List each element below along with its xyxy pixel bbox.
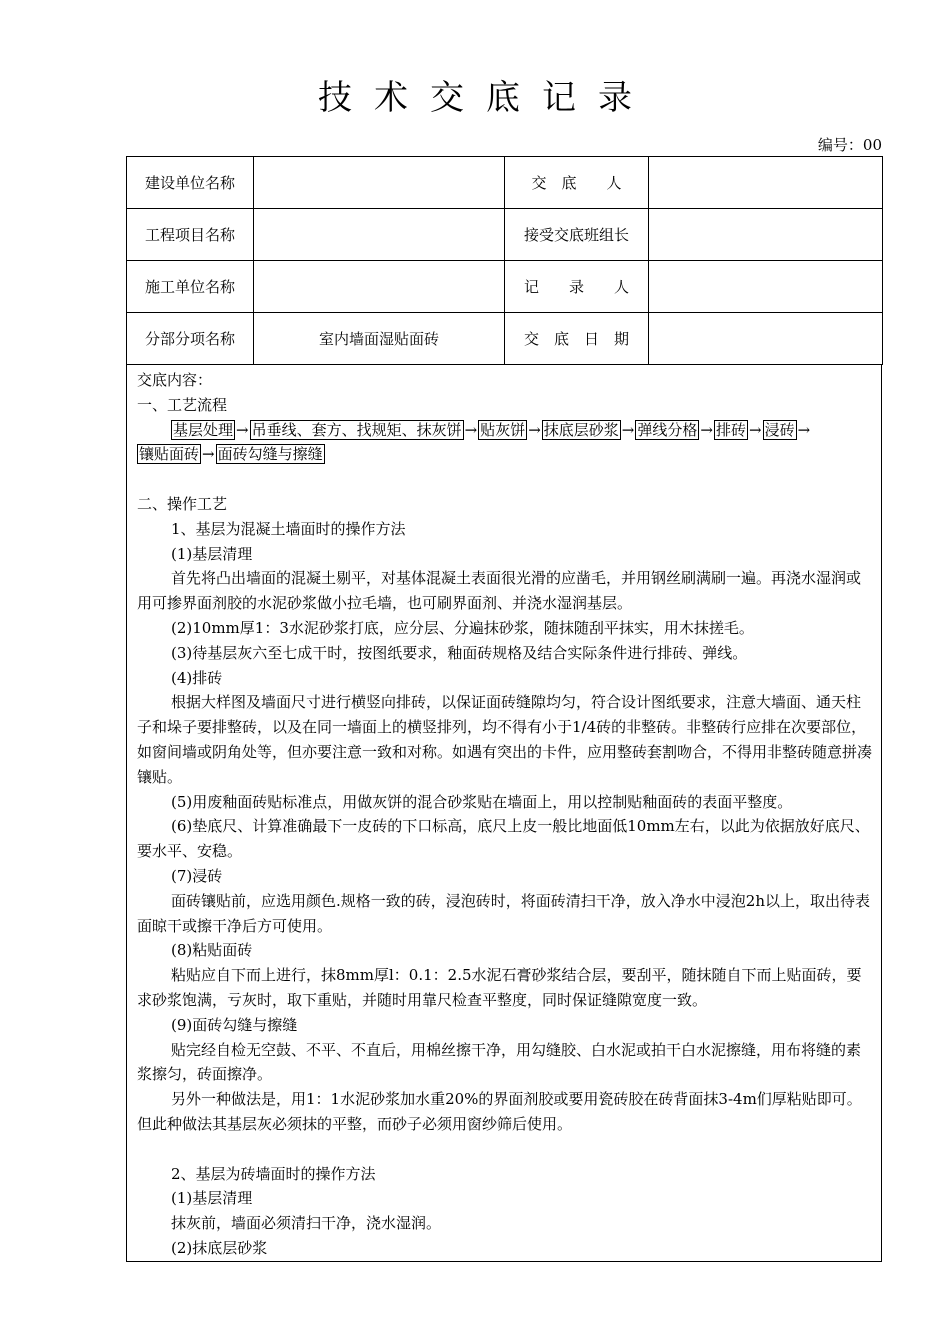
label-date: 交 底 日 期	[505, 313, 649, 365]
value-date	[649, 313, 883, 365]
paragraph: (3)待基层灰六至七成干时，按图纸要求，釉面砖规格及结合实际条件进行排砖、弹线。	[171, 643, 748, 662]
arrow-icon: →	[797, 420, 811, 439]
content-heading: 交底内容：	[137, 371, 213, 389]
step-title: (4)排砖	[171, 668, 223, 687]
arrow-icon: →	[621, 420, 635, 439]
paragraph: 另外一种做法是，用1：1水泥砂浆加水重20%的界面剂胶或要用瓷砖胶在砖背面抹3-4m们厚粘贴即可。但此种做法其基层灰必须抹的平整，而砂子必须用窗纱筛后使用。	[137, 1090, 862, 1133]
content-section	[126, 364, 882, 1262]
paragraph: 根据大样图及墙面尺寸进行横竖向排砖，以保证面砖缝隙均匀，符合设计图纸要求，注意大墙面、通天柱子和垛子要排整砖，以及在同一墙面上的横竖排列，均不得有小于1/4砖的非整砖。非整砖行应排在次要部位，如窗间墙或阴角处等，但亦要注意一致和对称。如遇有突出的卡件，应用整砖套割吻合，不得用非整砖随意拼凑镶贴。	[137, 693, 873, 786]
paragraph: (2)10mm厚1：3水泥砂浆打底，应分层、分遍抹砂浆，随抹随刮平抹实，用木抹搓毛。	[171, 618, 754, 637]
table-row	[127, 261, 883, 313]
label-team-leader: 接受交底班组长	[505, 209, 649, 261]
table-row	[127, 209, 883, 261]
arrow-icon: →	[748, 420, 762, 439]
value-presenter	[649, 157, 883, 209]
arrow-icon: →	[202, 445, 215, 464]
process-flow	[137, 418, 873, 443]
value-team-leader	[649, 209, 883, 261]
flow-step: 镶贴面砖	[139, 445, 200, 464]
value-project-name	[254, 209, 505, 261]
label-project-name: 工程项目名称	[127, 209, 254, 261]
section-title: 一、工艺流程	[137, 395, 228, 414]
table-row	[127, 157, 883, 209]
page-title: 技术交底记录	[318, 78, 654, 118]
flow-step: 贴灰饼	[480, 420, 526, 439]
paragraph: 首先将凸出墙面的混凝土剔平，对基体混凝土表面很光滑的应凿毛，并用钢丝刷满刷一遍。再浇水湿润或用可掺界面剂胶的水泥砂浆做小拉毛墙，也可刷界面剂、并浇水湿润基层。	[137, 569, 862, 613]
value-contractor	[254, 261, 505, 313]
step-title: (2)抹底层砂浆	[171, 1238, 268, 1257]
flow-step: 弹线分格	[637, 420, 698, 439]
paragraph: 面砖镶贴前，应选用颜色.规格一致的砖，浸泡砖时，将面砖清扫干净，放入净水中浸泡2h以上，取出待表面晾干或擦干净后方可使用。	[137, 891, 870, 935]
step-title: (9)面砖勾缝与擦缝	[171, 1015, 298, 1034]
value-subproject: 室内墙面湿贴面砖	[254, 313, 505, 365]
flow-step: 吊垂线、套方、找规矩、抹灰饼	[251, 420, 462, 439]
step-title: (8)粘贴面砖	[171, 941, 253, 960]
arrow-icon: →	[236, 420, 249, 439]
step-title: (7)浸砖	[171, 866, 223, 885]
label-recorder: 记 录 人	[505, 261, 649, 313]
paragraph: (5)用废釉面砖贴标准点，用做灰饼的混合砂浆贴在墙面上，用以控制贴釉面砖的表面平整度。	[171, 792, 793, 811]
arrow-icon: →	[464, 420, 478, 439]
arrow-icon: →	[700, 420, 713, 439]
label-subproject: 分部分项名称	[127, 313, 254, 365]
document-number: 编号：00	[817, 136, 882, 154]
paragraph: (6)垫底尺、计算准确最下一皮砖的下口标高，底尺上皮一般比地面低10mm左右，以此为依据放好底尺、要水平、安稳。	[137, 817, 870, 861]
flow-step: 抹底层砂浆	[543, 420, 619, 439]
flow-step: 浸砖	[764, 420, 795, 439]
step-title: (1)基层清理	[171, 544, 253, 563]
section-title: 二、操作工艺	[137, 494, 228, 513]
label-contractor: 施工单位名称	[127, 261, 254, 313]
subsection-title: 2、基层为砖墙面时的操作方法	[171, 1164, 376, 1183]
label-presenter: 交 底 人	[505, 157, 649, 209]
table-row	[127, 313, 883, 365]
process-flow-continued	[137, 442, 873, 467]
paragraph: 贴完经自检无空鼓、不平、不直后，用棉丝擦干净，用勾缝胶、白水泥或拍干白水泥擦缝，用布将缝的素浆擦匀，砖面擦净。	[137, 1040, 862, 1084]
value-construction-unit	[254, 157, 505, 209]
info-table	[126, 156, 883, 365]
label-construction-unit: 建设单位名称	[127, 157, 254, 209]
flow-step: 排砖	[715, 420, 746, 439]
flow-step: 面砖勾缝与擦缝	[217, 445, 323, 464]
arrow-icon: →	[528, 420, 541, 439]
paragraph: 抹灰前，墙面必须清扫干净，浇水湿润。	[171, 1214, 442, 1233]
value-recorder	[649, 261, 883, 313]
subsection-title: 1、基层为混凝土墙面时的操作方法	[171, 519, 406, 538]
step-title: (1)基层清理	[171, 1189, 253, 1208]
flow-step: 基层处理	[173, 420, 234, 439]
paragraph: 粘贴应自下而上进行，抹8mm厚l：0.1：2.5水泥石膏砂浆结合层，要刮平，随抹随自下而上贴面砖，要求砂浆饱满，亏灰时，取下重贴，并随时用靠尺检查平整度，同时保证缝隙宽度一致。	[137, 966, 862, 1009]
